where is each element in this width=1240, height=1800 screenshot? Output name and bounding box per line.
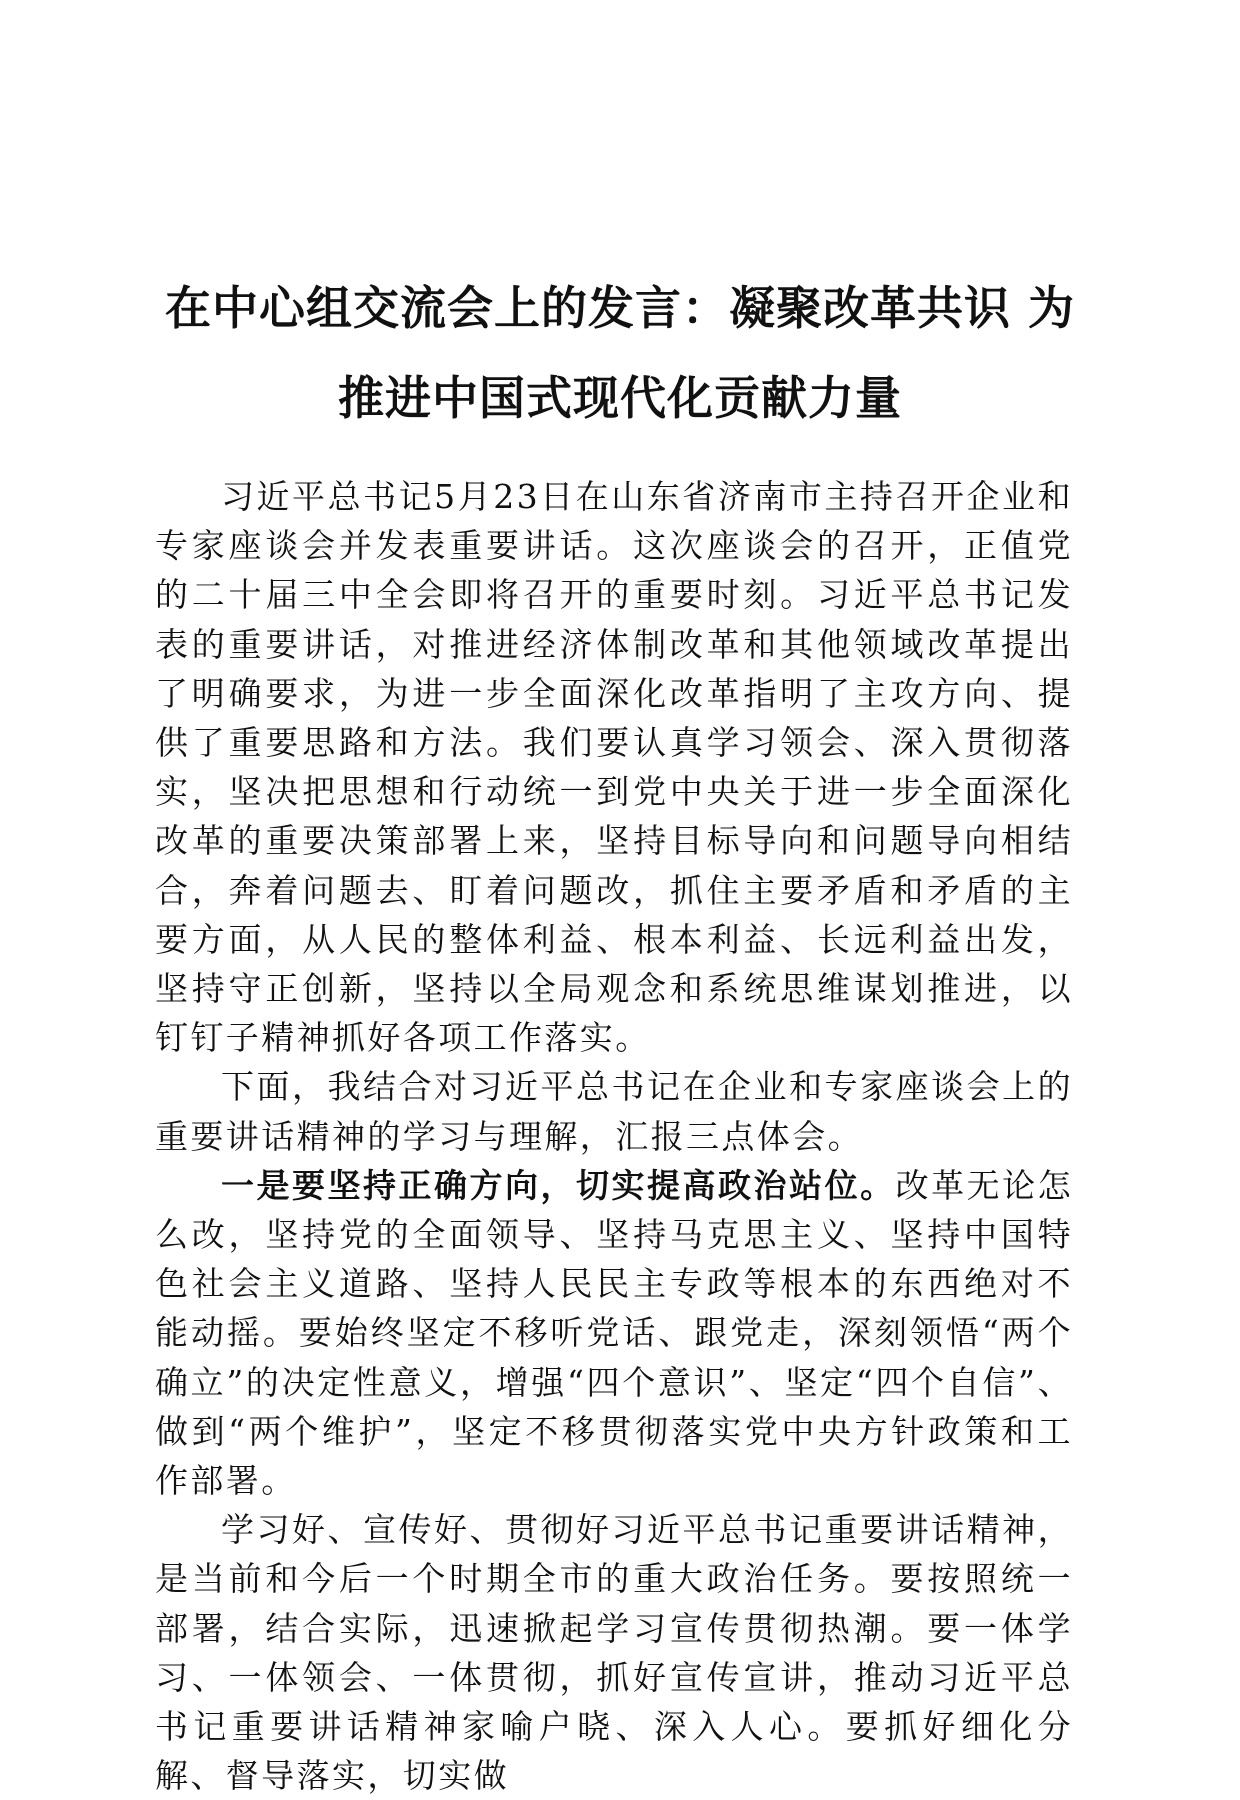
paragraph-3-lead: 一是要坚持正确方向，切实提高政治站位。 <box>221 1165 896 1205</box>
paragraph-1-text: 习近平总书记5月23日在山东省济南市主持召开企业和专家座谈会并发表重要讲话。这次座谈会的召开，正值党的二十届三中全会即将召开的重要时刻。习近平总书记发表的重要讲话，对推进经济体制改革和其他领域改革提出了明确要求，为进一步全面深化改革指明了主攻方向、提供了重要思路和方法。我们要认真学习领会、深入贯彻落实，坚决把思想和行动统一到党中央关于进一步全面深化改革的重要决策部署上来，坚持目标导向和问题导向相结合，奔着问题去、盯着问题改，抓住主要矛盾和矛盾的主要方面，从人民的整体利益、根本利益、长远利益出发，坚持守正创新，坚持以全局观念和系统思维谋划推进，以钉钉子精神抓好各项工作落实。 <box>155 477 1073 1058</box>
title-line-1: 在中心组交流会上的发言：凝聚改革共识 为 <box>164 280 1075 335</box>
paragraph-3 <box>155 1161 1073 1505</box>
paragraph-1 <box>155 472 1073 1062</box>
paragraph-2-text: 下面，我结合对习近平总书记在企业和专家座谈会上的重要讲话精神的学习与理解，汇报三点体会。 <box>155 1067 1073 1156</box>
paragraph-3-text: 改革无论怎么改，坚持党的全面领导、坚持马克思主义、坚持中国特色社会主义道路、坚持人民民主专政等根本的东西绝对不能动摇。要始终坚定不移听党话、跟党走，深刻领悟“两个确立”的决定性意义，增强“四个意识”、坚定“四个自信”、做到“两个维护”，坚定不移贯彻落实党中央方针政策和工作部署。 <box>155 1165 1073 1501</box>
paragraph-2 <box>155 1062 1073 1160</box>
paragraph-4 <box>155 1505 1073 1800</box>
paragraph-4-text: 学习好、宣传好、贯彻好习近平总书记重要讲话精神，是当前和今后一个时期全市的重大政治任务。要按照统一部署，结合实际，迅速掀起学习宣传贯彻热潮。要一体学习、一体领会、一体贯彻，抓好宣传宣讲，推动习近平总书记重要讲话精神家喻户晓、深入人心。要抓好细化分解、督导落实，切实做 <box>155 1510 1073 1796</box>
document-body <box>155 472 1073 1800</box>
title-line-2: 推进中国式现代化贡献力量 <box>338 370 902 425</box>
document-title <box>150 263 1090 443</box>
